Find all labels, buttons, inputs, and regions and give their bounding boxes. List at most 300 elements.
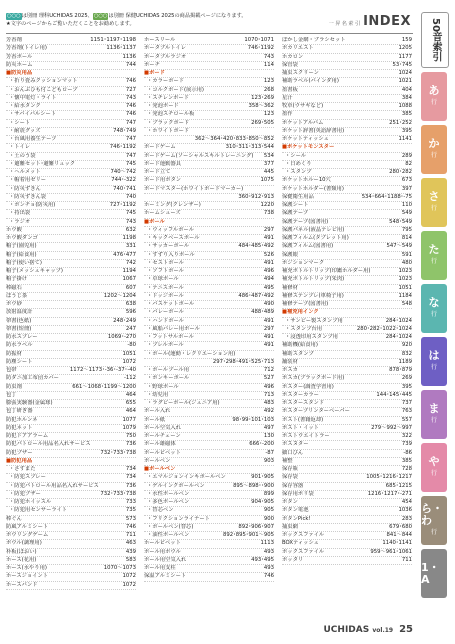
entry-name: ボード立て (144, 169, 171, 175)
index-entry (282, 326, 412, 334)
index-entry (282, 367, 412, 375)
index-entry (282, 285, 412, 293)
tab-kana-3[interactable] (421, 231, 447, 280)
index-entry (6, 408, 136, 416)
entry-pages: 268 (263, 86, 274, 93)
tab-kana-0[interactable] (421, 72, 447, 121)
tab-kana-9[interactable] (421, 549, 447, 598)
tab-kana-8[interactable] (421, 496, 447, 545)
entry-pages (272, 219, 274, 226)
entry-pages: 1072 (122, 573, 136, 580)
tab-sub: 行 (430, 416, 437, 424)
index-entry (144, 491, 274, 499)
tab-kana-5[interactable] (421, 337, 447, 386)
entry-name: ・ゲルインクボールペン (147, 482, 205, 489)
entry-pages: 486･487･492 (238, 292, 274, 299)
entry-name: ボードゲーム (144, 144, 176, 151)
index-category (282, 309, 412, 317)
entry-name: 帽子掛け (6, 276, 28, 283)
tab-kana-6[interactable] (421, 390, 447, 439)
tab-kana-1[interactable] (421, 125, 447, 174)
entry-pages: 384 (401, 94, 412, 101)
entry-pages: 607 (125, 284, 136, 291)
entry-pages: 1067 (122, 276, 136, 283)
entry-pages: 484･485･492 (238, 243, 274, 250)
entry-name: ・バスケットボール (147, 301, 195, 307)
entry-name: ・サッカーボール (147, 243, 190, 250)
entry-pages: 748･749 (113, 127, 136, 134)
index-entry (6, 532, 136, 540)
entry-name: 包帯 (6, 367, 17, 373)
entry-name: 防犯ブザー (6, 449, 33, 456)
entry-name: ボカリエスト (282, 45, 314, 52)
legend-text-a: は別冊 (21, 13, 39, 19)
entry-pages: 679･680 (389, 523, 412, 530)
entry-name: ボタン電池 (282, 507, 309, 514)
entry-pages: 463 (125, 540, 136, 547)
index-entry (144, 285, 274, 293)
entry-name: ぼかし金網・ブラシセット (282, 37, 346, 43)
entry-name: ・キックベースボール (147, 235, 200, 241)
entry-pages: 280･282 (389, 169, 412, 175)
entry-pages: 362～364･420･833･850～852 (194, 136, 274, 142)
index-entry (282, 301, 412, 309)
entry-name: ・ラグビーボール(ジュニア用) (147, 400, 220, 406)
index-entry (282, 450, 412, 458)
entry-name: 帯書(色紙) (6, 317, 32, 324)
index-entry (144, 235, 274, 243)
index-entry (144, 243, 274, 251)
index-entry (282, 177, 412, 185)
entry-pages: 750 (125, 433, 136, 439)
index-entry (282, 458, 412, 466)
entry-name: ・持出袋 (9, 210, 31, 217)
index-entry (282, 342, 412, 350)
entry-name: 保護フィルム(図書用) (282, 243, 334, 250)
index-entry (144, 252, 274, 260)
index-entry (144, 565, 274, 573)
entry-name: ・スチレンボード (147, 94, 190, 101)
entry-pages: 547～549 (386, 243, 412, 250)
index-entry (282, 483, 412, 491)
index-entry (6, 128, 136, 136)
entry-name: ボール入れ (144, 408, 171, 415)
index-category (282, 144, 412, 152)
entry-pages: 110 (401, 202, 412, 208)
entry-pages: 310･311･313･544 (225, 144, 274, 151)
index-entry (282, 78, 412, 86)
index-entry (6, 95, 136, 103)
entry-name: 保存容器 (282, 482, 304, 489)
index-label-tab: 50音索引 (421, 12, 449, 68)
entry-pages: 464 (125, 408, 136, 415)
entry-name: ・バレーボール (147, 309, 184, 316)
index-entry (144, 87, 274, 95)
entry-pages: 727･1192 (109, 202, 136, 208)
index-entry (6, 111, 136, 119)
entry-name: ・懐中電灯・ライト (9, 94, 57, 101)
index-entry (6, 565, 136, 573)
entry-pages: 746･1192 (247, 45, 274, 52)
entry-pages: 673 (401, 177, 412, 184)
entry-pages: 892･895･901～905 (222, 532, 274, 538)
entry-pages: 733 (125, 499, 136, 505)
index-entry (6, 120, 136, 128)
index-entry (282, 161, 412, 169)
index-entry (282, 54, 412, 62)
entry-name: 補修ステンプレ(車椅子用) (282, 292, 344, 299)
index-entry (282, 120, 412, 128)
index-entry (144, 417, 274, 425)
index-entry (282, 194, 412, 202)
entry-name: ・ホワイトボード (147, 127, 190, 134)
entry-pages: 1070～1073 (103, 565, 136, 571)
index-entry (6, 210, 136, 218)
index-entry (282, 318, 412, 326)
entry-name: ボックスファイル (282, 548, 325, 555)
entry-name: ポスカ(ブラックボード用) (282, 375, 345, 382)
index-entry (6, 45, 136, 53)
tab-kana-2[interactable] (421, 178, 447, 227)
entry-pages: 322 (401, 433, 412, 439)
index-entry (144, 186, 274, 194)
tab-sub: 行 (430, 257, 437, 265)
entry-pages: 746 (125, 103, 136, 109)
index-entry (282, 417, 412, 425)
index-subtitle: 一 昇 名 索 引 (328, 21, 361, 27)
index-entry (282, 169, 412, 177)
entry-name: 防風アルミシート (6, 523, 49, 530)
entry-pages: 655 (125, 400, 136, 406)
entry-name: ポスターカラー (282, 391, 319, 398)
index-entry (282, 252, 412, 260)
tab-kana-4[interactable] (421, 284, 447, 333)
index-entry (144, 78, 274, 86)
tab-sub: 行 (430, 528, 437, 536)
index-entry (282, 433, 412, 441)
legend-text-c: 理科UCHIDAS 2025、 (38, 13, 93, 19)
entry-name: 補修材 (282, 284, 298, 291)
index-entry (144, 194, 274, 202)
index-entry (6, 441, 136, 449)
entry-name (144, 359, 149, 366)
entry-name: 芳香ボール (6, 53, 33, 60)
page-number: 25 (399, 624, 413, 635)
index-entry (282, 359, 412, 367)
tab-label: は (428, 348, 440, 362)
entry-pages: 1198 (122, 235, 136, 241)
index-category (6, 70, 136, 78)
entry-pages: 712 (263, 367, 274, 373)
entry-name: ポケットホルダー(書類用) (282, 185, 344, 192)
entry-name: 舗装材 (282, 358, 298, 365)
entry-pages: 549 (401, 210, 412, 217)
index-title: INDEX (363, 14, 411, 29)
entry-name: ホームシューズ (144, 210, 181, 217)
entry-name: 補整 (282, 457, 293, 464)
entry-name: 保護フィルム(タブレット用) (282, 235, 349, 241)
entry-name: 防犯ネット (6, 424, 33, 431)
entry-pages: 82 (405, 160, 412, 167)
index-entry (282, 507, 412, 515)
entry-pages: 1069･-270 (107, 334, 136, 340)
entry-name: ホウ酸 (6, 226, 22, 233)
entry-pages: 746 (125, 111, 136, 118)
entry-pages: 905 (263, 507, 274, 514)
entry-name: ホース(花用) (6, 556, 37, 563)
index-entry (6, 260, 136, 268)
entry-name: 包丁 (6, 391, 17, 398)
index-entry (144, 532, 274, 540)
index-category (144, 70, 274, 78)
entry-name: ・防犯ホイッスル (9, 499, 52, 505)
entry-pages: 1194 (122, 268, 136, 274)
index-entry (282, 202, 412, 210)
entry-pages: 591 (401, 251, 412, 258)
entry-pages: 746･1192 (109, 144, 136, 151)
index-column-2 (144, 37, 274, 582)
tab-label: ら・わ (421, 501, 443, 527)
entry-name: 帽子(給食用) (6, 251, 37, 258)
index-entry (282, 524, 412, 532)
entry-pages: 1205 (398, 45, 412, 52)
index-entry (282, 235, 412, 243)
index-entry (6, 103, 136, 111)
entry-name: ・ソフトボール (147, 268, 184, 274)
entry-name: 保存用ポリ袋 (282, 490, 314, 497)
entry-pages: 493･495 (251, 556, 274, 563)
entry-name: ・テニスボール (147, 284, 184, 291)
entry-pages: 1072 (122, 581, 136, 588)
entry-name: ・ドッジボール (147, 292, 184, 299)
entry-pages: 297 (263, 325, 274, 332)
index-entry (144, 326, 274, 334)
index-entry (6, 491, 136, 499)
entry-pages: 492 (263, 408, 274, 415)
entry-pages: 959～961･1061 (370, 548, 412, 555)
index-entry (6, 136, 136, 144)
entry-pages: 496 (263, 268, 274, 274)
entry-pages: 596 (125, 309, 136, 316)
entry-pages: 279～992～997 (371, 424, 412, 431)
entry-pages (272, 466, 274, 473)
entry-name: ポスト・イット (282, 424, 319, 431)
index-entry (6, 516, 136, 524)
index-entry (282, 186, 412, 194)
entry-name: 防犯パトロール用品名入れサービス (6, 441, 91, 448)
entry-name: ・サンビー製スタンプ用 (285, 317, 343, 324)
entry-name: ・カラーボード (147, 78, 185, 85)
index-entry (6, 375, 136, 383)
entry-pages: 283 (401, 515, 412, 522)
index-entry (6, 392, 136, 400)
entry-name: 墨作 (282, 111, 293, 118)
index-entry (282, 219, 412, 227)
index-entry (6, 161, 136, 169)
index-entry (6, 433, 136, 441)
index-entry (282, 70, 412, 78)
entry-name: ■補充用インク (282, 309, 319, 316)
entry-name: 防水スプレー (6, 334, 38, 340)
index-entry (144, 450, 274, 458)
entry-name: 保護眼 (282, 251, 298, 258)
entry-pages: 1072 (122, 358, 136, 365)
index-entry (6, 384, 136, 392)
entry-pages: 491 (263, 235, 274, 241)
entry-name: ・ウィッフルボール (147, 226, 195, 233)
index-entry (144, 499, 274, 507)
index-entry (282, 45, 412, 53)
entry-pages: 903 (263, 457, 274, 464)
entry-pages: 495 (263, 284, 274, 291)
entry-name: ポスタースタンド (282, 400, 325, 406)
index-entry (282, 153, 412, 161)
index-entry (6, 334, 136, 342)
tab-sub: 行 (430, 204, 437, 212)
index-entry (282, 400, 412, 408)
entry-name: 捕虫スクリーン (282, 70, 319, 76)
index-entry (282, 276, 412, 284)
index-entry (144, 433, 274, 441)
entry-name: ・おんぶひも付こどもロープ (9, 86, 78, 93)
entry-pages: 1005･1216･1217 (366, 474, 412, 481)
index-entry (282, 103, 412, 111)
index-entry (282, 408, 412, 416)
index-entry (6, 425, 136, 433)
entry-pages: 445 (263, 169, 274, 175)
entry-pages: 711 (401, 556, 412, 563)
tab-sub: 行 (430, 310, 437, 318)
entry-name: ボールピペット (144, 449, 181, 456)
index-entry (6, 483, 136, 491)
entry-name: ・フットサルボール (147, 334, 194, 340)
index-entry (282, 499, 412, 507)
legend-note (6, 13, 247, 20)
index-entry (282, 111, 412, 119)
entry-pages: 1136 (122, 53, 136, 60)
index-entry (144, 318, 274, 326)
entry-pages: 1184 (398, 292, 412, 299)
entry-name: ■ボード (144, 70, 165, 76)
entry-name: ボードマスター(ホワイトボードマーカー) (144, 185, 244, 192)
entry-name: 保存袋 (282, 474, 298, 481)
page-footer (324, 624, 414, 635)
index-entry (6, 326, 136, 334)
index-entry (144, 62, 274, 70)
entry-name: ホースバンド (6, 581, 38, 588)
entry-name: ・コルクボード(展示用) (147, 86, 204, 93)
entry-pages: 1077 (122, 416, 136, 423)
entry-pages: 1070･1071 (244, 37, 274, 43)
entry-pages: 1151･1197･1198 (90, 37, 136, 43)
entry-name: 膨張実験器(金属球) (6, 400, 53, 406)
entry-name: ポケットアルバム (282, 119, 324, 126)
entry-pages: 744 (125, 61, 136, 68)
index-entry (6, 342, 136, 350)
index-entry (6, 202, 136, 210)
entry-pages: 732･733･738 (100, 490, 136, 497)
tab-label: ま (428, 401, 440, 415)
entry-pages: 747 (125, 119, 136, 126)
index-entry (282, 532, 412, 540)
entry-pages: 251･252 (389, 119, 412, 126)
index-entry (6, 557, 136, 565)
tab-kana-7[interactable] (421, 443, 447, 492)
entry-name: ・トイレ (9, 144, 30, 151)
tab-label: あ (428, 83, 440, 97)
index-entry (282, 392, 412, 400)
tab-label: な (428, 295, 440, 309)
entry-name: ポストウエイトラー (282, 433, 330, 439)
entry-pages: 746 (125, 78, 136, 85)
entry-pages: 385 (401, 111, 412, 118)
entry-name: ・防犯スプレー (9, 474, 46, 481)
index-entry (6, 177, 136, 185)
entry-name: 帽子(使い捨て) (6, 259, 42, 266)
entry-pages: 736 (125, 482, 136, 489)
entry-name: 補充ボトルトリップ(印鑑ホルダー用) (282, 268, 371, 274)
index-entry (6, 144, 136, 152)
entry-name: ・スタンプ台用 (285, 325, 323, 332)
index-entry (144, 342, 274, 350)
entry-pages: 583 (125, 556, 136, 563)
index-entry (144, 210, 274, 218)
index-entry (282, 491, 412, 499)
index-entry (282, 549, 412, 557)
entry-pages: 744･-322 (111, 177, 136, 184)
entry-name: 防災ホーム (6, 61, 33, 68)
index-entry (6, 293, 136, 301)
entry-name: ・水性ボールペン (147, 490, 190, 497)
entry-name: 星汁 (282, 94, 293, 101)
index-entry (282, 351, 412, 359)
entry-pages: 739 (401, 441, 412, 448)
entry-pages: 1079 (122, 424, 136, 431)
entry-name: ・フリクションライナート (147, 515, 210, 522)
index-entry (282, 128, 412, 136)
entry-pages: 795 (401, 226, 412, 233)
entry-name: ・ラジオ (9, 218, 31, 225)
entry-pages: 144･145･445 (376, 391, 412, 398)
entry-name: 防塵シート (6, 358, 33, 365)
entry-pages: 740 (125, 193, 136, 200)
entry-name (144, 194, 149, 201)
index-entry (6, 524, 136, 532)
entry-name: ・ハンドボール (147, 317, 184, 324)
entry-pages: 1220 (260, 202, 274, 208)
entry-name: ポータブルラジオ (144, 53, 187, 60)
index-entry (6, 450, 136, 458)
entry-pages: 1036 (398, 507, 412, 514)
entry-pages: 377 (263, 160, 274, 167)
index-entry (282, 95, 412, 103)
entry-name: ホースリール (144, 37, 176, 43)
entry-name: ホーミング(クレンザー) (144, 202, 201, 208)
entry-pages: 895～898･･900 (233, 482, 274, 489)
entry-pages: 738 (263, 210, 274, 217)
entry-pages: -86 (403, 449, 412, 456)
tab-sub: 行 (430, 98, 437, 106)
index-entry (6, 540, 136, 548)
entry-name: ・エマルジョンインキボールペン (147, 474, 226, 481)
index-column-3 (282, 37, 412, 565)
index-entry (144, 202, 274, 210)
index-entry (144, 507, 274, 515)
entry-pages: 491 (263, 342, 274, 349)
entry-pages: 130 (263, 433, 274, 439)
index-entry (144, 367, 274, 375)
entry-name: ボスヌター (282, 441, 309, 448)
